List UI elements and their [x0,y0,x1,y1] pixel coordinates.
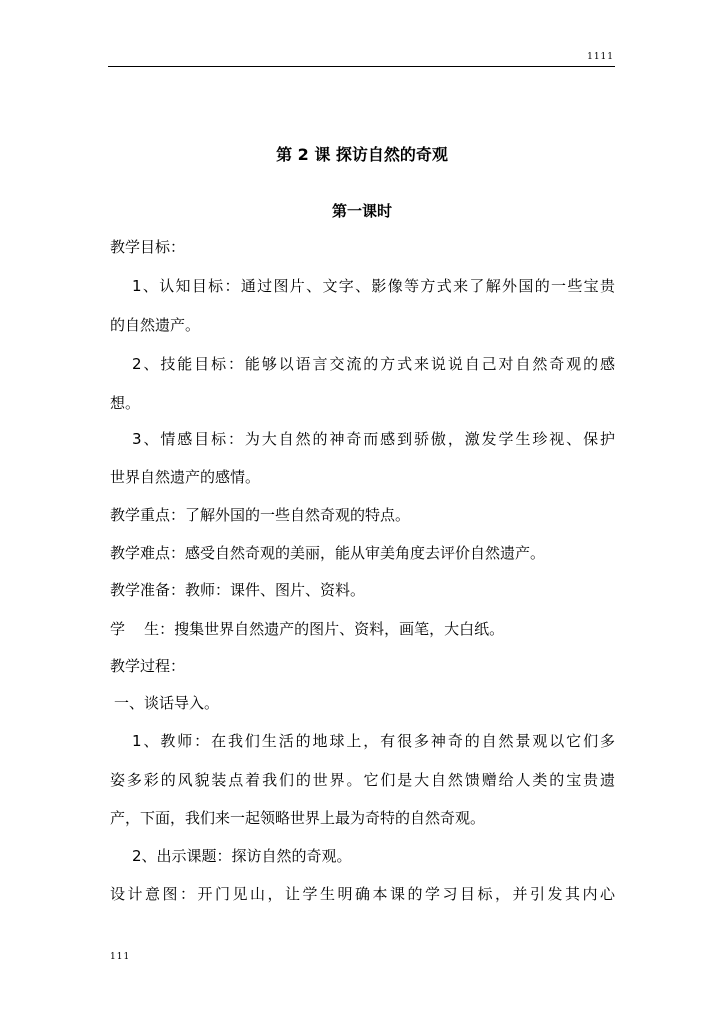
process-heading: 教学过程： [110,657,186,675]
step-1-line-3: 产，下面，我们来一起领略世界上最为奇特的自然奇观。 [110,809,486,827]
objective-1-line-2: 的自然遗产。 [110,316,201,334]
difficulties: 教学难点：感受自然奇观的美丽，能从审美角度去评价自然遗产。 [110,544,546,562]
header-divider [108,66,615,67]
preparation: 教学准备：教师：课件、图片、资料。 [110,581,366,599]
lesson-title: 第 2 课 探访自然的奇观 [276,145,448,164]
design-intent: 设计意图：开门见山，让学生明确本课的学习目标，并引发其内心 [110,885,615,903]
objective-1-line-1: 1、认知目标：通过图片、文字、影像等方式来了解外国的一些宝贵 [132,277,615,295]
step-1-line-2: 姿多彩的风貌装点着我们的世界。它们是大自然馈赠给人类的宝贵遗 [110,771,615,789]
objective-2-line-1: 2、技能目标：能够以语言交流的方式来说说自己对自然奇观的感 [132,355,615,373]
section-1-heading: 一、谈话导入。 [114,694,220,712]
step-2: 2、出示课题：探访自然的奇观。 [132,847,352,865]
objective-2-line-2: 想。 [110,394,141,412]
key-points: 教学重点：了解外国的一些自然奇观的特点。 [110,506,411,524]
lesson-subtitle: 第一课时 [331,202,392,220]
objective-3-line-2: 世界自然遗产的感情。 [110,468,261,486]
objectives-heading: 教学目标： [110,238,186,256]
footer-page-number: 111 [110,952,131,962]
step-1-line-1: 1、教师：在我们生活的地球上，有很多神奇的自然景观以它们多 [132,732,615,750]
objective-3-line-1: 3、情感目标：为大自然的神奇而感到骄傲，激发学生珍视、保护 [132,430,615,448]
header-page-number: 1111 [587,52,614,62]
students-preparation: 学 生：搜集世界自然遗产的图片、资料，画笔，大白纸。 [110,620,505,638]
